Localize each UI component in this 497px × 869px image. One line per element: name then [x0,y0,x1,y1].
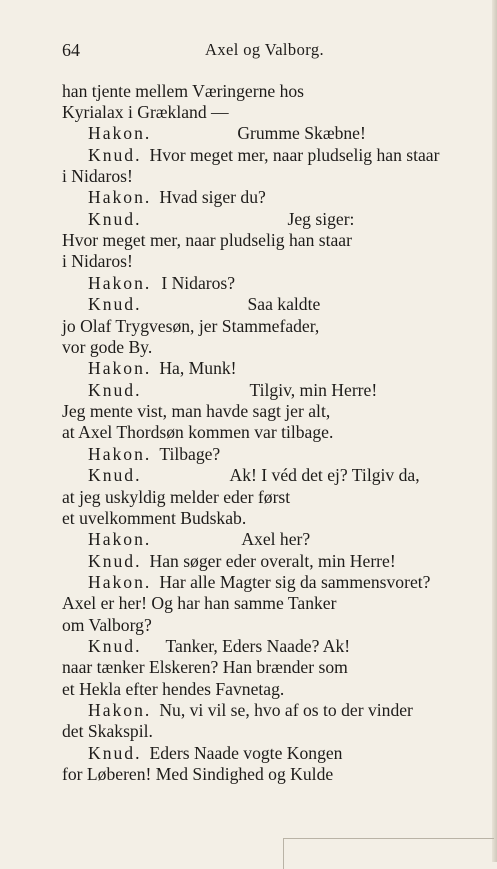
text-line [62,614,152,636]
line-text: Ha, Munk! [159,358,237,378]
speaker-name: Knud. [88,145,142,165]
line-text: Hvad siger du? [159,187,266,207]
speaker-name: Hakon. [88,700,152,720]
text-line [62,165,133,187]
page-edge [492,0,497,862]
line-text: naar tænker Elskeren? Han brænder som [62,657,348,677]
line-text: Jeg siger: [287,209,355,229]
line-text: at Axel Thordsøn kommen var tilbage. [62,422,334,442]
speaker-name: Knud. [88,743,142,763]
running-title: Axel og Valborg. [205,40,324,59]
line-text: det Skakspil. [62,721,153,741]
speaker-name: Hakon. [88,358,152,378]
dialogue-line [88,122,366,144]
text-line [62,80,304,102]
line-text: Axel er her! Og har han samme Tanker [62,593,337,613]
line-text: I Nidaros? [161,273,236,293]
speaker-name: Hakon. [88,572,152,592]
line-text: Hvor meget mer, naar pludselig han staar [149,145,440,165]
line-text: et uvelkomment Budskab. [62,508,247,528]
line-text: Tilbage? [159,444,221,464]
line-text: Han søger eder overalt, min Herre! [149,551,396,571]
line-text: Grumme Skæbne! [237,123,366,143]
dialogue-line [88,379,377,401]
line-text: i Nidaros! [62,251,133,271]
line-text: Saa kaldte [247,294,321,314]
line-text: han tjente mellem Væringerne hos [62,81,305,101]
dialogue-line [88,186,266,208]
line-text: Tanker, Eders Naade? Ak! [165,636,351,656]
speaker-name: Knud. [88,636,142,656]
text-line [62,250,133,272]
line-text: om Valborg? [62,615,152,635]
page-number: 64 [62,40,80,60]
line-text: Nu, vi vil se, hvo af os to der vinder [159,700,413,720]
text-line [62,486,290,508]
speaker-name: Hakon. [88,444,152,464]
dialogue-line [88,208,354,230]
speaker-name: Knud. [88,294,142,314]
speaker-name: Hakon. [88,123,152,143]
line-text: Eders Naade vogte Kongen [149,743,343,763]
text-line [62,421,333,443]
speaker-name: Hakon. [88,273,152,293]
dialogue-line [88,272,235,294]
line-text: Har alle Magter sig da sammensvoret? [159,572,431,592]
dialogue-line [88,699,413,721]
speaker-name: Knud. [88,551,142,571]
page-corner-mark [283,838,494,869]
dialogue-line [88,550,396,572]
speaker-name: Hakon. [88,187,152,207]
speaker-name: Knud. [88,465,142,485]
text-line [62,229,352,251]
text-line [62,400,330,422]
line-text: Jeg mente vist, man havde sagt jer alt, [62,401,331,421]
dialogue-line [88,293,320,315]
text-line [62,678,284,700]
dialogue-line [88,742,342,764]
speaker-name: Knud. [88,209,142,229]
line-text: jo Olaf Trygvesøn, jer Stammefader, [62,316,320,336]
dialogue-line [88,464,420,486]
line-text: for Løberen! Med Sindighed og Kulde [62,764,334,784]
speaker-name: Knud. [88,380,142,400]
dialogue-line [88,528,310,550]
line-text: vor gode By. [62,337,153,357]
line-text: Hvor meget mer, naar pludselig han staar [62,230,352,250]
text-line [62,101,229,123]
speaker-name: Hakon. [88,529,152,549]
running-header [62,40,440,62]
dialogue-line [88,443,220,465]
line-text: at jeg uskyldig melder eder først [62,487,291,507]
line-text: i Nidaros! [62,166,133,186]
text-line [62,507,246,529]
text-line [62,656,348,678]
dialogue-line [88,144,439,166]
text-line [62,720,153,742]
text-line [62,336,152,358]
line-text: Kyrialax i Grækland — [62,102,229,122]
line-text: Ak! I véd det ej? Tilgiv da, [229,465,420,485]
dialogue-line [88,635,350,657]
dialogue-line [88,571,430,593]
text-line [62,315,319,337]
text-line [62,592,336,614]
dialogue-line [88,357,237,379]
line-text: et Hekla efter hendes Favnetag. [62,679,285,699]
text-line [62,763,333,785]
line-text: Tilgiv, min Herre! [249,380,378,400]
line-text: Axel her? [241,529,311,549]
